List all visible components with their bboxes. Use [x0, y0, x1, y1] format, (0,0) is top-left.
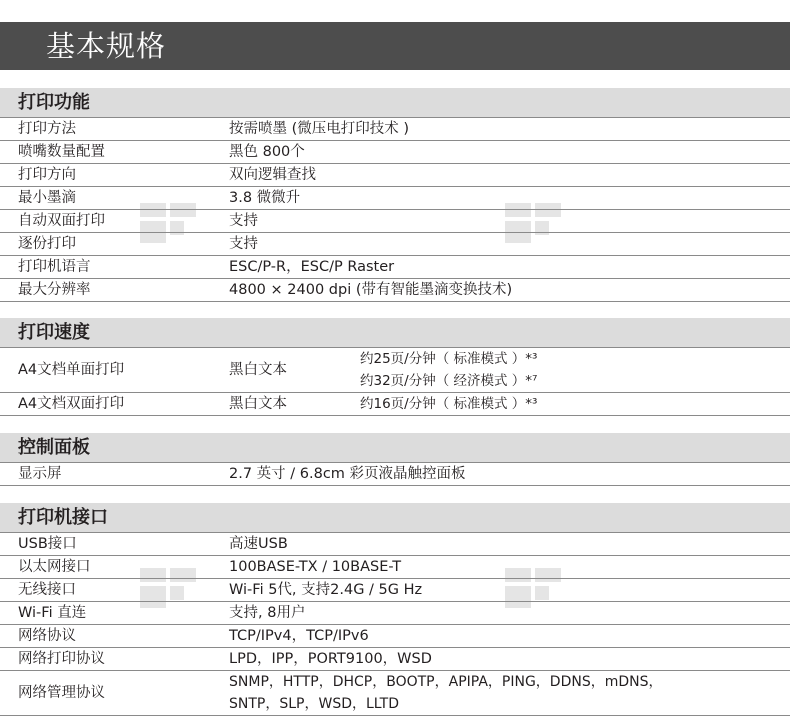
spec-value: 3.8 微微升 — [229, 190, 301, 206]
spec-label: 网络协议 — [18, 628, 76, 644]
spec-label: 以太网接口 — [18, 559, 91, 575]
spec-label: 打印方法 — [18, 121, 76, 137]
page-title-bar — [0, 22, 790, 70]
spec-row — [0, 118, 790, 141]
spec-label: 打印机语言 — [18, 259, 91, 275]
section-header-print — [0, 88, 790, 118]
section-title: 控制面板 — [18, 437, 90, 458]
spec-value: 约25页/分钟（ 标准模式 ）*³ — [360, 351, 538, 367]
spec-label: 自动双面打印 — [18, 213, 105, 229]
spec-value: 按需喷墨 (微压电打印技术 ) — [229, 121, 410, 137]
section-title: 打印速度 — [18, 322, 90, 343]
spec-row — [0, 233, 790, 256]
spec-label: 显示屏 — [18, 466, 62, 482]
spec-row — [0, 164, 790, 187]
spec-value: 高速USB — [229, 536, 288, 552]
spec-row — [0, 579, 790, 602]
spec-value: 4800 × 2400 dpi (带有智能墨滴变换技术) — [229, 282, 513, 298]
page-title: 基本规格 — [46, 29, 167, 63]
spec-value: 支持, 8用户 — [229, 605, 306, 621]
spec-label: 最小墨滴 — [18, 190, 76, 206]
spec-row — [0, 210, 790, 233]
spec-label: 打印方向 — [18, 167, 76, 183]
section-header-panel — [0, 433, 790, 463]
spec-value: Wi-Fi 5代, 支持2.4G / 5G Hz — [229, 582, 423, 598]
spec-value: 支持 — [229, 213, 258, 229]
spec-label: 喷嘴数量配置 — [18, 144, 105, 160]
spec-label: 逐份打印 — [18, 236, 76, 252]
spec-value: SNMP，HTTP，DHCP，BOOTP，APIPA，PING，DDNS，mDNS， — [229, 674, 663, 690]
spec-label: A4文档双面打印 — [18, 396, 125, 412]
section-header-interface — [0, 503, 790, 533]
spec-value: SNTP，SLP，WSD，LLTD — [229, 696, 399, 712]
spec-value: 支持 — [229, 236, 258, 252]
spec-label: A4文档单面打印 — [18, 362, 125, 378]
spec-value: LPD，IPP，PORT9100，WSD — [229, 651, 432, 667]
spec-value: ESC/P-R，ESC/P Raster — [229, 259, 395, 275]
spec-label: 无线接口 — [18, 582, 76, 598]
spec-value: 约16页/分钟（ 标准模式 ）*³ — [360, 396, 538, 412]
spec-value: 2.7 英寸 / 6.8cm 彩页液晶触控面板 — [229, 466, 466, 482]
spec-mode: 黑白文本 — [229, 362, 287, 378]
spec-row — [0, 279, 790, 302]
spec-row — [0, 533, 790, 556]
spec-value: 黑色 800个 — [229, 144, 305, 160]
spec-label: USB接口 — [18, 536, 77, 552]
spec-row — [0, 348, 790, 393]
spec-row — [0, 556, 790, 579]
spec-row — [0, 463, 790, 486]
spec-label: 最大分辨率 — [18, 282, 91, 298]
spec-value: 约32页/分钟（ 经济模式 ）*⁷ — [360, 373, 538, 389]
spec-row — [0, 648, 790, 671]
spec-label: 网络管理协议 — [18, 685, 105, 701]
spec-row — [0, 187, 790, 210]
section-title: 打印机接口 — [18, 507, 108, 528]
section-header-speed — [0, 318, 790, 348]
spec-row — [0, 256, 790, 279]
spec-row — [0, 393, 790, 416]
spec-row — [0, 625, 790, 648]
spec-row — [0, 141, 790, 164]
section-title: 打印功能 — [18, 92, 90, 113]
spec-row — [0, 602, 790, 625]
spec-value: 100BASE-TX / 10BASE-T — [229, 559, 402, 575]
spec-mode: 黑白文本 — [229, 396, 287, 412]
spec-label: Wi-Fi 直连 — [18, 605, 87, 621]
spec-row — [0, 671, 790, 716]
spec-label: 网络打印协议 — [18, 651, 105, 667]
spec-value: TCP/IPv4，TCP/IPv6 — [229, 628, 369, 644]
spec-value: 双向逻辑查找 — [229, 167, 316, 183]
